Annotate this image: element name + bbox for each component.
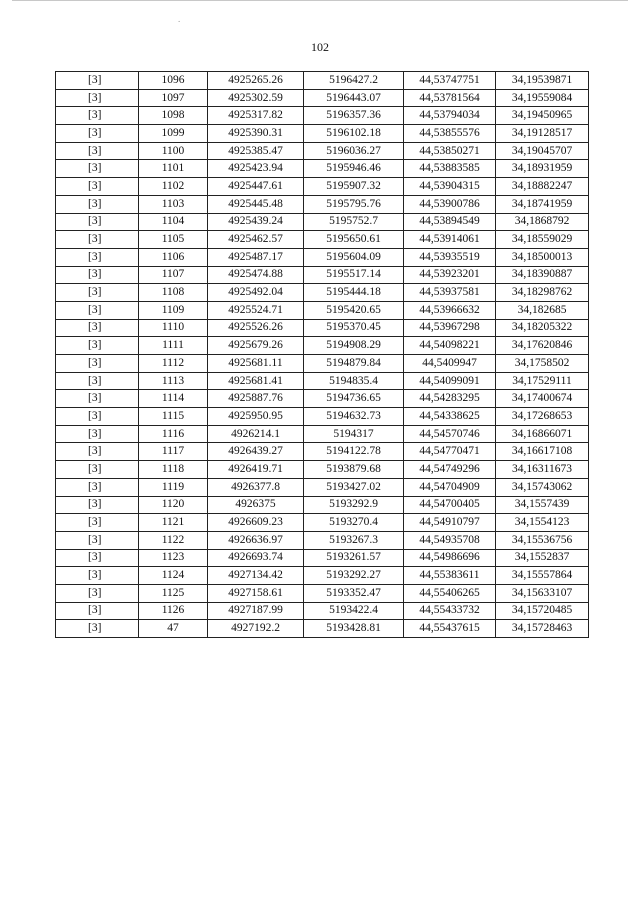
table-row xyxy=(56,372,589,390)
longitude-cell: 34,18741959 xyxy=(496,195,589,213)
table-row xyxy=(56,461,589,479)
y-coordinate-cell: 5193270.4 xyxy=(304,514,404,532)
x-coordinate-cell: 4926214.1 xyxy=(208,425,304,443)
point-number-cell: 1122 xyxy=(139,531,208,549)
table-row xyxy=(56,443,589,461)
y-coordinate-cell: 5193292.9 xyxy=(304,496,404,514)
reference-cell: [3] xyxy=(56,266,139,284)
reference-cell: [3] xyxy=(56,496,139,514)
reference-cell: [3] xyxy=(56,319,139,337)
y-coordinate-cell: 5195946.46 xyxy=(304,160,404,178)
latitude-cell: 44,5409947 xyxy=(404,355,496,373)
reference-cell: [3] xyxy=(56,461,139,479)
y-coordinate-cell: 5193422.4 xyxy=(304,602,404,620)
latitude-cell: 44,55437615 xyxy=(404,620,496,638)
latitude-cell: 44,53904315 xyxy=(404,178,496,196)
latitude-cell: 44,53781564 xyxy=(404,89,496,107)
reference-cell: [3] xyxy=(56,107,139,125)
longitude-cell: 34,16866071 xyxy=(496,425,589,443)
reference-cell: [3] xyxy=(56,372,139,390)
latitude-cell: 44,54704909 xyxy=(404,478,496,496)
latitude-cell: 44,54283295 xyxy=(404,390,496,408)
coordinates-table xyxy=(55,71,589,638)
table-row xyxy=(56,160,589,178)
table-row xyxy=(56,107,589,125)
reference-cell: [3] xyxy=(56,231,139,249)
table-row xyxy=(56,584,589,602)
longitude-cell: 34,15728463 xyxy=(496,620,589,638)
table-row xyxy=(56,301,589,319)
latitude-cell: 44,53883585 xyxy=(404,160,496,178)
reference-cell: [3] xyxy=(56,160,139,178)
y-coordinate-cell: 5195444.18 xyxy=(304,284,404,302)
latitude-cell: 44,54338625 xyxy=(404,408,496,426)
x-coordinate-cell: 4926439.27 xyxy=(208,443,304,461)
point-number-cell: 1118 xyxy=(139,461,208,479)
reference-cell: [3] xyxy=(56,355,139,373)
y-coordinate-cell: 5194879.84 xyxy=(304,355,404,373)
x-coordinate-cell: 4925265.26 xyxy=(208,72,304,90)
point-number-cell: 1111 xyxy=(139,337,208,355)
table-row xyxy=(56,567,589,585)
latitude-cell: 44,53967298 xyxy=(404,319,496,337)
reference-cell: [3] xyxy=(56,567,139,585)
x-coordinate-cell: 4926375 xyxy=(208,496,304,514)
latitude-cell: 44,53937581 xyxy=(404,284,496,302)
point-number-cell: 1121 xyxy=(139,514,208,532)
latitude-cell: 44,53850271 xyxy=(404,142,496,160)
table-row xyxy=(56,266,589,284)
y-coordinate-cell: 5195752.7 xyxy=(304,213,404,231)
point-number-cell: 1106 xyxy=(139,248,208,266)
longitude-cell: 34,18500013 xyxy=(496,248,589,266)
x-coordinate-cell: 4926636.97 xyxy=(208,531,304,549)
longitude-cell: 34,17268653 xyxy=(496,408,589,426)
table-row xyxy=(56,425,589,443)
table-row xyxy=(56,213,589,231)
longitude-cell: 34,16617108 xyxy=(496,443,589,461)
scan-mark: . xyxy=(178,14,181,24)
longitude-cell: 34,182685 xyxy=(496,301,589,319)
reference-cell: [3] xyxy=(56,478,139,496)
x-coordinate-cell: 4925492.04 xyxy=(208,284,304,302)
table-row xyxy=(56,248,589,266)
latitude-cell: 44,55383611 xyxy=(404,567,496,585)
longitude-cell: 34,1758502 xyxy=(496,355,589,373)
point-number-cell: 1119 xyxy=(139,478,208,496)
point-number-cell: 1097 xyxy=(139,89,208,107)
point-number-cell: 1110 xyxy=(139,319,208,337)
y-coordinate-cell: 5193261.57 xyxy=(304,549,404,567)
table-row xyxy=(56,337,589,355)
reference-cell: [3] xyxy=(56,602,139,620)
point-number-cell: 1098 xyxy=(139,107,208,125)
longitude-cell: 34,1554123 xyxy=(496,514,589,532)
latitude-cell: 44,53894549 xyxy=(404,213,496,231)
point-number-cell: 47 xyxy=(139,620,208,638)
latitude-cell: 44,55433732 xyxy=(404,602,496,620)
point-number-cell: 1104 xyxy=(139,213,208,231)
longitude-cell: 34,19128517 xyxy=(496,125,589,143)
longitude-cell: 34,15536756 xyxy=(496,531,589,549)
longitude-cell: 34,1552837 xyxy=(496,549,589,567)
reference-cell: [3] xyxy=(56,195,139,213)
table-row xyxy=(56,284,589,302)
x-coordinate-cell: 4926419.71 xyxy=(208,461,304,479)
x-coordinate-cell: 4925462.57 xyxy=(208,231,304,249)
reference-cell: [3] xyxy=(56,178,139,196)
reference-cell: [3] xyxy=(56,213,139,231)
latitude-cell: 44,54099091 xyxy=(404,372,496,390)
page-number: 102 xyxy=(311,40,329,54)
point-number-cell: 1103 xyxy=(139,195,208,213)
y-coordinate-cell: 5195795.76 xyxy=(304,195,404,213)
reference-cell: [3] xyxy=(56,549,139,567)
y-coordinate-cell: 5193428.81 xyxy=(304,620,404,638)
point-number-cell: 1112 xyxy=(139,355,208,373)
x-coordinate-cell: 4926377.8 xyxy=(208,478,304,496)
y-coordinate-cell: 5195650.61 xyxy=(304,231,404,249)
table-row xyxy=(56,195,589,213)
x-coordinate-cell: 4925526.26 xyxy=(208,319,304,337)
reference-cell: [3] xyxy=(56,284,139,302)
y-coordinate-cell: 5195420.65 xyxy=(304,301,404,319)
point-number-cell: 1099 xyxy=(139,125,208,143)
longitude-cell: 34,18931959 xyxy=(496,160,589,178)
y-coordinate-cell: 5194908.29 xyxy=(304,337,404,355)
table-row xyxy=(56,125,589,143)
latitude-cell: 44,53794034 xyxy=(404,107,496,125)
x-coordinate-cell: 4925445.48 xyxy=(208,195,304,213)
y-coordinate-cell: 5196443.07 xyxy=(304,89,404,107)
table-row xyxy=(56,89,589,107)
scan-edge-line xyxy=(12,0,628,1)
point-number-cell: 1114 xyxy=(139,390,208,408)
latitude-cell: 44,54986696 xyxy=(404,549,496,567)
x-coordinate-cell: 4925439.24 xyxy=(208,213,304,231)
latitude-cell: 44,54570746 xyxy=(404,425,496,443)
point-number-cell: 1108 xyxy=(139,284,208,302)
latitude-cell: 44,53923201 xyxy=(404,266,496,284)
x-coordinate-cell: 4927187.99 xyxy=(208,602,304,620)
point-number-cell: 1126 xyxy=(139,602,208,620)
reference-cell: [3] xyxy=(56,125,139,143)
x-coordinate-cell: 4926609.23 xyxy=(208,514,304,532)
table-row xyxy=(56,319,589,337)
table-row xyxy=(56,355,589,373)
latitude-cell: 44,53914061 xyxy=(404,231,496,249)
y-coordinate-cell: 5194632.73 xyxy=(304,408,404,426)
point-number-cell: 1115 xyxy=(139,408,208,426)
latitude-cell: 44,54700405 xyxy=(404,496,496,514)
point-number-cell: 1113 xyxy=(139,372,208,390)
reference-cell: [3] xyxy=(56,620,139,638)
longitude-cell: 34,17529111 xyxy=(496,372,589,390)
latitude-cell: 44,53855576 xyxy=(404,125,496,143)
x-coordinate-cell: 4925887.76 xyxy=(208,390,304,408)
latitude-cell: 44,53966632 xyxy=(404,301,496,319)
reference-cell: [3] xyxy=(56,408,139,426)
latitude-cell: 44,55406265 xyxy=(404,584,496,602)
x-coordinate-cell: 4925423.94 xyxy=(208,160,304,178)
y-coordinate-cell: 5194122.78 xyxy=(304,443,404,461)
longitude-cell: 34,18298762 xyxy=(496,284,589,302)
longitude-cell: 34,19045707 xyxy=(496,142,589,160)
table-row xyxy=(56,496,589,514)
latitude-cell: 44,53900786 xyxy=(404,195,496,213)
longitude-cell: 34,18559029 xyxy=(496,231,589,249)
y-coordinate-cell: 5194317 xyxy=(304,425,404,443)
reference-cell: [3] xyxy=(56,390,139,408)
point-number-cell: 1107 xyxy=(139,266,208,284)
table-row xyxy=(56,602,589,620)
point-number-cell: 1096 xyxy=(139,72,208,90)
y-coordinate-cell: 5196036.27 xyxy=(304,142,404,160)
point-number-cell: 1120 xyxy=(139,496,208,514)
table-row xyxy=(56,231,589,249)
reference-cell: [3] xyxy=(56,301,139,319)
latitude-cell: 44,54910797 xyxy=(404,514,496,532)
reference-cell: [3] xyxy=(56,142,139,160)
longitude-cell: 34,16311673 xyxy=(496,461,589,479)
longitude-cell: 34,1868792 xyxy=(496,213,589,231)
y-coordinate-cell: 5193879.68 xyxy=(304,461,404,479)
x-coordinate-cell: 4925950.95 xyxy=(208,408,304,426)
coordinates-table-body xyxy=(56,72,589,638)
point-number-cell: 1109 xyxy=(139,301,208,319)
reference-cell: [3] xyxy=(56,248,139,266)
latitude-cell: 44,54098221 xyxy=(404,337,496,355)
y-coordinate-cell: 5195517.14 xyxy=(304,266,404,284)
y-coordinate-cell: 5195370.45 xyxy=(304,319,404,337)
point-number-cell: 1117 xyxy=(139,443,208,461)
y-coordinate-cell: 5193267.3 xyxy=(304,531,404,549)
table-row xyxy=(56,408,589,426)
table-row xyxy=(56,142,589,160)
x-coordinate-cell: 4925317.82 xyxy=(208,107,304,125)
table-row xyxy=(56,72,589,90)
point-number-cell: 1100 xyxy=(139,142,208,160)
y-coordinate-cell: 5193292.27 xyxy=(304,567,404,585)
y-coordinate-cell: 5196102.18 xyxy=(304,125,404,143)
longitude-cell: 34,18390887 xyxy=(496,266,589,284)
table-row xyxy=(56,478,589,496)
y-coordinate-cell: 5193427.02 xyxy=(304,478,404,496)
x-coordinate-cell: 4925474.88 xyxy=(208,266,304,284)
latitude-cell: 44,54749296 xyxy=(404,461,496,479)
point-number-cell: 1101 xyxy=(139,160,208,178)
longitude-cell: 34,18882247 xyxy=(496,178,589,196)
y-coordinate-cell: 5196357.36 xyxy=(304,107,404,125)
x-coordinate-cell: 4925302.59 xyxy=(208,89,304,107)
longitude-cell: 34,17400674 xyxy=(496,390,589,408)
reference-cell: [3] xyxy=(56,584,139,602)
x-coordinate-cell: 4925679.26 xyxy=(208,337,304,355)
reference-cell: [3] xyxy=(56,72,139,90)
point-number-cell: 1123 xyxy=(139,549,208,567)
reference-cell: [3] xyxy=(56,337,139,355)
y-coordinate-cell: 5194736.65 xyxy=(304,390,404,408)
point-number-cell: 1124 xyxy=(139,567,208,585)
x-coordinate-cell: 4927192.2 xyxy=(208,620,304,638)
latitude-cell: 44,54770471 xyxy=(404,443,496,461)
longitude-cell: 34,17620846 xyxy=(496,337,589,355)
x-coordinate-cell: 4925524.71 xyxy=(208,301,304,319)
longitude-cell: 34,19539871 xyxy=(496,72,589,90)
longitude-cell: 34,15557864 xyxy=(496,567,589,585)
reference-cell: [3] xyxy=(56,89,139,107)
reference-cell: [3] xyxy=(56,425,139,443)
y-coordinate-cell: 5194835.4 xyxy=(304,372,404,390)
table-row xyxy=(56,390,589,408)
longitude-cell: 34,15743062 xyxy=(496,478,589,496)
longitude-cell: 34,19559084 xyxy=(496,89,589,107)
y-coordinate-cell: 5196427.2 xyxy=(304,72,404,90)
reference-cell: [3] xyxy=(56,514,139,532)
longitude-cell: 34,15720485 xyxy=(496,602,589,620)
y-coordinate-cell: 5195907.32 xyxy=(304,178,404,196)
longitude-cell: 34,1557439 xyxy=(496,496,589,514)
latitude-cell: 44,53747751 xyxy=(404,72,496,90)
reference-cell: [3] xyxy=(56,531,139,549)
x-coordinate-cell: 4927158.61 xyxy=(208,584,304,602)
x-coordinate-cell: 4925447.61 xyxy=(208,178,304,196)
point-number-cell: 1116 xyxy=(139,425,208,443)
latitude-cell: 44,53935519 xyxy=(404,248,496,266)
longitude-cell: 34,18205322 xyxy=(496,319,589,337)
x-coordinate-cell: 4925487.17 xyxy=(208,248,304,266)
x-coordinate-cell: 4925385.47 xyxy=(208,142,304,160)
x-coordinate-cell: 4925390.31 xyxy=(208,125,304,143)
reference-cell: [3] xyxy=(56,443,139,461)
point-number-cell: 1125 xyxy=(139,584,208,602)
longitude-cell: 34,15633107 xyxy=(496,584,589,602)
table-row xyxy=(56,549,589,567)
latitude-cell: 44,54935708 xyxy=(404,531,496,549)
table-row xyxy=(56,178,589,196)
table-row xyxy=(56,620,589,638)
point-number-cell: 1102 xyxy=(139,178,208,196)
y-coordinate-cell: 5193352.47 xyxy=(304,584,404,602)
point-number-cell: 1105 xyxy=(139,231,208,249)
x-coordinate-cell: 4927134.42 xyxy=(208,567,304,585)
x-coordinate-cell: 4926693.74 xyxy=(208,549,304,567)
x-coordinate-cell: 4925681.41 xyxy=(208,372,304,390)
x-coordinate-cell: 4925681.11 xyxy=(208,355,304,373)
y-coordinate-cell: 5195604.09 xyxy=(304,248,404,266)
longitude-cell: 34,19450965 xyxy=(496,107,589,125)
table-row xyxy=(56,514,589,532)
table-row xyxy=(56,531,589,549)
